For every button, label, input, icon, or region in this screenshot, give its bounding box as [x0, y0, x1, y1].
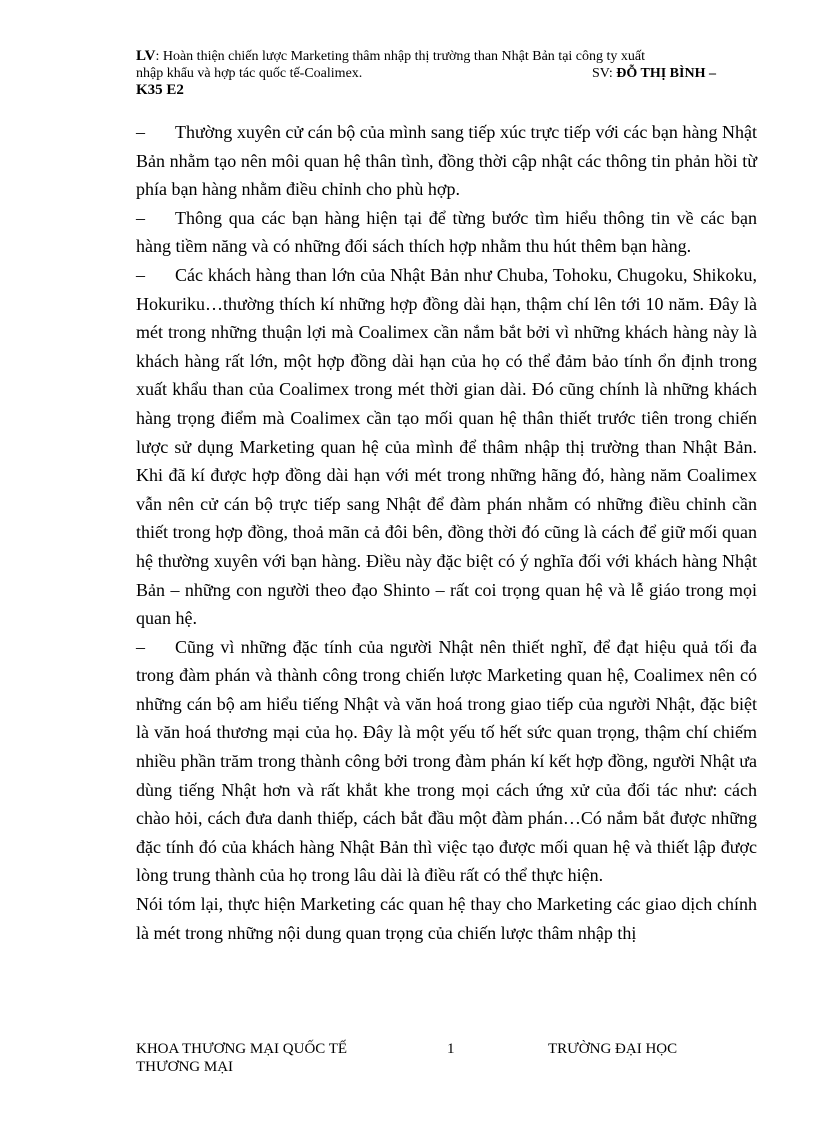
bullet-dash: – — [136, 122, 145, 142]
page-header — [136, 48, 768, 99]
header-student — [592, 65, 716, 82]
paragraph-1-text: Thường xuyên cử cán bộ của mình sang tiếp xúc trực tiếp với các bạn hàng Nhật Bản nhằm tạo nên môi quan hệ thân tình, đồng thời cập nhật các thông tin phản hồi từ phía bạn hàng nhằm điều chỉnh cho phù hợp. — [136, 122, 757, 200]
paragraph-4-text: Cũng vì những đặc tính của người Nhật nên thiết nghĩ, để đạt hiệu quả tối đa trong đàm phán và thành công trong chiến lược Marketing quan hệ, Coalimex nên có những cán bộ am hiểu tiếng Nhật và văn hoá trong giao tiếp của người Nhật, đặc biệt là văn hoá thương mại của họ. Đây là một yếu tố hết sức quan trọng, thậm chí chiếm nhiều phần trăm trong thành công bởi trong đàm phán kí kết hợp đồng, người Nhật ưa dùng tiếng Nhật hơn và rất khắt khe trong mọi cách ứng xử của đối tác như: cách chào hỏi, cách đưa danh thiếp, cách bắt đầu một đàm phán…Có nắm bắt được những đặc tính đó của khách hàng Nhật Bản thì việc tạo được mối quan hệ và thiết lập được lòng trung thành của họ trong lâu dài là điều rất có thể thực hiện. — [136, 636, 757, 886]
paragraph-3 — [136, 261, 757, 633]
body-text — [136, 118, 757, 947]
paragraph-2 — [136, 204, 757, 261]
header-student-name: ĐỖ THỊ BÌNH – — [616, 66, 716, 81]
paragraph-3-text: Các khách hàng than lớn của Nhật Bản như Chuba, Tohoku, Chugoku, Shikoku, Hokuriku…thường thích kí những hợp đồng dài hạn, thậm chí lên tới 10 năm. Đây là mét trong những thuận lợi mà Coalimex cần nắm bắt bởi vì những khách hàng này là khách hàng rất lớn, một hợp đồng dài hạn của họ có thể đảm bảo tính ổn định trong xuất khẩu than của Coalimex trong mét thời gian dài. Đó cũng chính là những khách hàng trọng điểm mà Coalimex cần tạo mối quan hệ thân thiết trước tiên trong chiến lược sử dụng Marketing quan hệ của mình để thâm nhập thị trường than Nhật Bản. Khi đã kí được hợp đồng dài hạn với mét trong những hãng đó, hàng năm Coalimex vẫn nên cử cán bộ trực tiếp sang Nhật để đàm phán nhằm có những điều chỉnh cần thiết trong hợp đồng, thoả mãn cả đôi bên, đồng thời đó cũng là cách để giữ mối quan hệ thường xuyên với bạn hàng. Điều này đặc biệt có ý nghĩa đối với khách hàng Nhật Bản – những con người theo đạo Shinto – rất coi trọng quan hệ và lễ giáo trong mọi quan hệ. — [136, 264, 757, 629]
paragraph-2-text: Thông qua các bạn hàng hiện tại để từng bước tìm hiểu thông tin về các bạn hàng tiềm năng và có những đối sách thích hợp nhằm thu hút thêm bạn hàng. — [136, 207, 757, 257]
header-title-line-1: : Hoàn thiện chiến lược Marketing thâm nhập thị trường than Nhật Bản tại công ty xuất — [155, 49, 646, 64]
paragraph-1 — [136, 118, 757, 204]
paragraph-4 — [136, 633, 757, 890]
footer-right-text: TRƯỜNG ĐẠI HỌC — [548, 1041, 678, 1057]
paragraph-5: Nói tóm lại, thực hiện Marketing các quan hệ thay cho Marketing các giao dịch chính là mét trong những nội dung quan trọng của chiến lược thâm nhập thị — [136, 894, 757, 943]
bullet-dash: – — [136, 636, 145, 657]
bullet-dash: – — [136, 207, 145, 228]
header-line-2 — [136, 65, 768, 82]
footer-left-text: KHOA THƯƠNG MẠI QUỐC TẾ THƯƠNG MẠI — [136, 1041, 348, 1075]
header-sv-label: SV: — [592, 66, 617, 81]
bullet-dash: – — [136, 264, 145, 285]
header-title-line-2: nhập khẩu và hợp tác quốc tế-Coalimex. — [136, 66, 363, 81]
header-lv-label: LV — [136, 48, 156, 64]
page-number: 1 — [447, 1041, 455, 1057]
header-line-1 — [136, 48, 768, 65]
header-class-code: K35 E2 — [136, 82, 184, 98]
